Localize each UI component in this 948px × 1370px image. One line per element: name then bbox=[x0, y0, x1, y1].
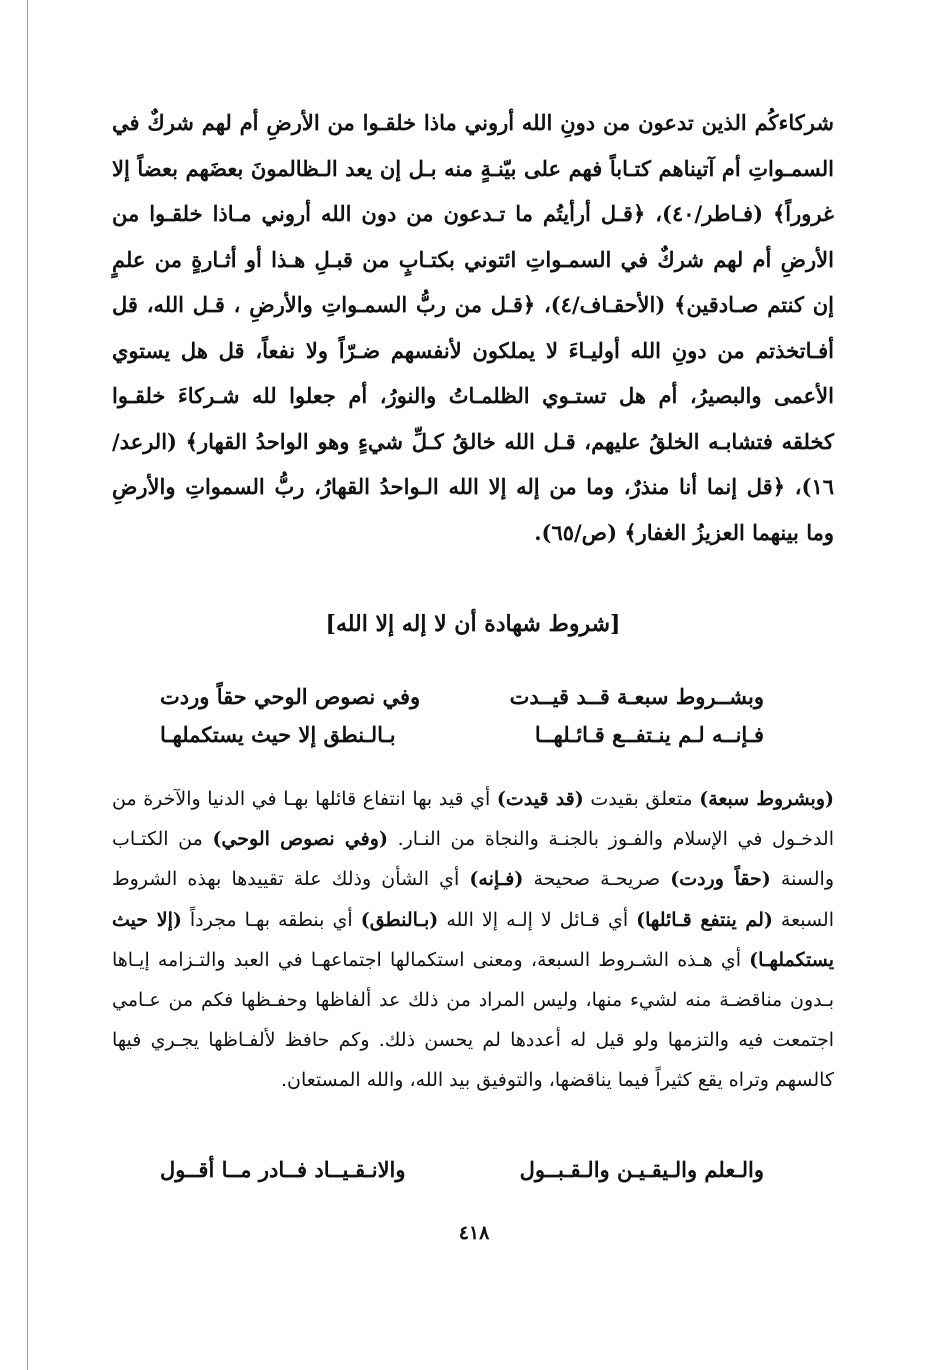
quotation-text: شركاءكُم الذين تدعون من دونِ الله أروني ماذا خلقـوا من الأرضِ أم لهم شركٌ في السمـواتِ أم آتيناهم كتـاباً فهم على بيّنـةٍ منه بـل إن يعد الـظالمونَ بعضَهم بعضاً إلا غروراً﴾ (فـاطر/٤٠)، ﴿قـل أرأيتُم ما تـدعون من دون الله أروني مـاذا خلقـوا من الأرضِ أم لهم شركٌ في السمـواتِ ائتوني بكتـابٍ من قبـلِ هـذا أو أثـارةٍ من علمٍ إن كنتم صـادقين﴾ (الأحقـاف/٤)، ﴿قـل من ربُّ السمـواتِ والأرضِ ، قـل الله، قل أفـاتخذتم من دونِ الله أوليـاءَ لا يملكون لأنفسهم ضـرّاً ولا نفعاً، قل هل يستوي الأعمى والبصيرُ، أم هل تستـوي الظلمـاتُ والنورُ، أم جعلوا لله شـركاءَ خلقـوا كخلقه فتشابـه الخلقُ عليهم، قـل الله خالقُ كـلِّ شيءٍ وهو الواحدُ القهار﴾ (الرعد/١٦)، ﴿قل إنما أنا منذرٌ، وما من إله إلا الله الـواحدُ القهارُ، ربُّ السمواتِ والأرضِ وما بينهما العزيزُ الغفار﴾ (ص/٦٥). bbox=[112, 110, 834, 545]
verse-line-2 bbox=[112, 722, 834, 762]
verse-1-first-hemistich: وبشــروط سبعـة قــد قيــدت bbox=[509, 684, 764, 709]
commentary-segment: أي قيد بها انتفاع قائلها بهـا في الدنيا والآخرة من الدخـول في الإسلام والفـوز بالجنـة والنجاة من النـار. bbox=[112, 788, 834, 851]
verse-2-second-hemistich: بـالـنطق إلا حيث يستكملهـا bbox=[160, 722, 396, 747]
commentary-segment: (حقاً وردت) bbox=[670, 868, 771, 891]
page-binding-line bbox=[27, 0, 28, 1370]
quran-quotation-paragraph bbox=[112, 100, 834, 555]
commentary-segment: متعلق بقيدت bbox=[583, 788, 700, 810]
commentary-segment: أي هـذه الشـروط السبعة، ومعنى استكمالها اجتماعهـا في العبد والتـزامه إيـاها بـدون مناقضـة منه لشيء منها، وليس المراد من ذلك عد ألفاظها وحفـظها فكم من عـامي اجتمعت فيه والتزمها ولو قيل له أعددها لم يحسن ذلك. وكم حافظ لألفـاظها يجـري فيها كالسهم وتراه يقع كثيراً فيما يناقضها، والتوفيق بيد الله، والله المستعان. bbox=[112, 948, 834, 1092]
commentary-paragraph bbox=[112, 779, 834, 1101]
commentary-segment: أي الشأن وذلك علة تقييدها بهذه الشروط السبعة bbox=[112, 868, 835, 931]
page-number: ٤١٨ bbox=[458, 1222, 490, 1244]
verse-3-second-hemistich: والانـقـيــاد فــادر مــا أقــول bbox=[160, 1157, 406, 1182]
commentary-segment: (وبشروط سبعة) bbox=[699, 788, 835, 810]
commentary-segment: صريحـة صحيحة bbox=[523, 868, 671, 891]
commentary-segment: أي بنطقه بهـا مجرداً bbox=[181, 908, 361, 931]
section-heading: [شروط شهادة أن لا إله إلا الله] bbox=[325, 611, 621, 637]
verse-3-first-hemistich: والـعلم والـيقـيـن والـقـبــول bbox=[519, 1157, 764, 1182]
verse-1-second-hemistich: وفي نصوص الوحي حقاً وردت bbox=[160, 684, 421, 709]
commentary-segment: من الكتـاب والسنة bbox=[112, 828, 834, 891]
commentary-segment: (قد قيدت) bbox=[496, 788, 584, 810]
commentary-segment: أي قـائل لا إلـه إلا الله bbox=[438, 908, 637, 931]
commentary-segment: (بـالنطق) bbox=[360, 908, 439, 931]
verse-line-1 bbox=[112, 684, 834, 724]
commentary-segment: (إلا حيث يستكملهـا) bbox=[112, 908, 834, 971]
commentary-segment: (فـإنه) bbox=[469, 868, 524, 891]
commentary-segment: (وفي نصوص الوحي) bbox=[212, 828, 388, 851]
commentary-text bbox=[112, 779, 834, 1101]
verse-2-first-hemistich: فـإنــه لـم ينـتفــع قـائـلهــا bbox=[534, 722, 764, 747]
verse-line-3 bbox=[112, 1157, 834, 1197]
commentary-segment: (لم ينتفع قـائلها) bbox=[636, 908, 773, 931]
